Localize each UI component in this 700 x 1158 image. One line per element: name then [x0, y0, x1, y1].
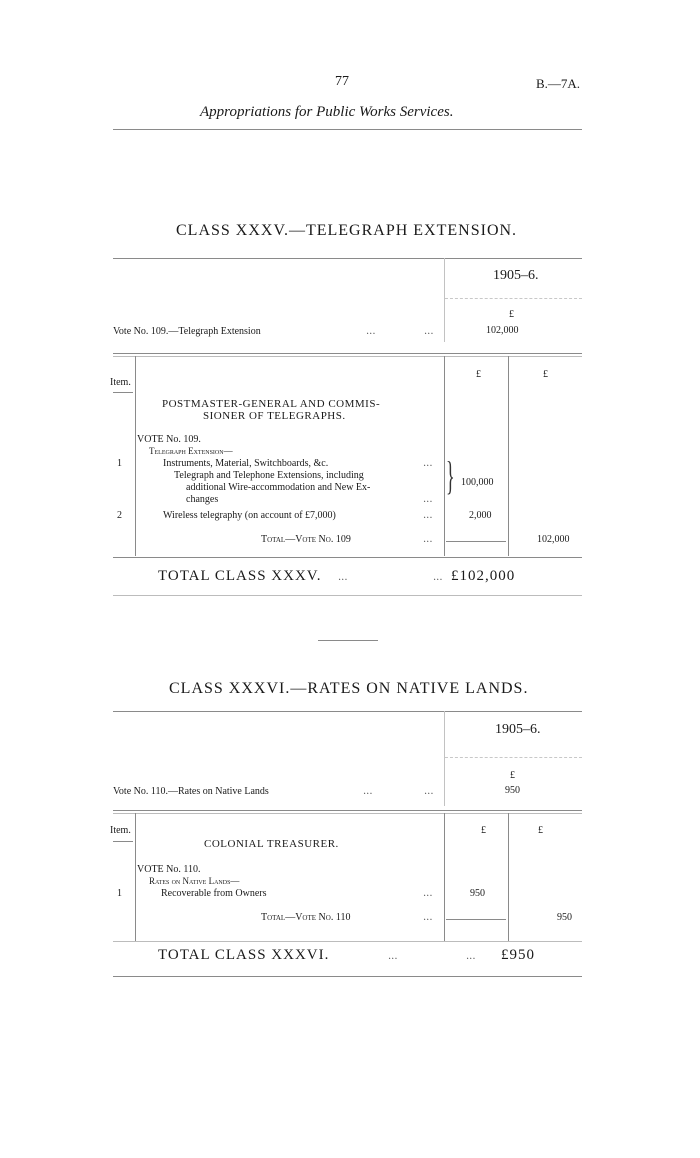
rule [113, 810, 582, 811]
rule [445, 298, 582, 299]
class-total-label: TOTAL CLASS XXXV. [158, 568, 322, 584]
vote-number: VOTE No. 109. [137, 434, 201, 445]
rule [446, 919, 506, 920]
dots: ... [388, 951, 398, 962]
item-number: 2 [117, 510, 122, 521]
brace: } [446, 453, 455, 498]
item-description: Telegraph and Telephone Extensions, including [174, 470, 364, 481]
vote-total-label: Total—Vote No. 110 [261, 912, 351, 923]
column-divider [508, 356, 509, 556]
dots: ... [423, 912, 433, 923]
vote-amount: 950 [505, 785, 520, 796]
item-header: Item. [110, 377, 131, 388]
rule [113, 976, 582, 977]
page-number: 77 [335, 74, 349, 89]
section-separator [318, 640, 378, 641]
dots: ... [424, 786, 434, 797]
rule [113, 595, 582, 596]
vote-line-label: Vote No. 109.—Telegraph Extension [113, 326, 261, 337]
dots: ... [423, 458, 433, 469]
item-amount: 2,000 [469, 510, 492, 521]
class-total-amount: £950 [501, 947, 535, 963]
item-number: 1 [117, 458, 122, 469]
class-total-label: TOTAL CLASS XXXVI. [158, 947, 330, 963]
department-name: COLONIAL TREASURER. [204, 838, 339, 850]
fiscal-year: 1905–6. [493, 268, 539, 283]
class-title: CLASS XXXV.—TELEGRAPH EXTENSION. [176, 222, 518, 239]
currency-symbol: £ [543, 369, 548, 380]
dots: ... [466, 951, 476, 962]
dots: ... [423, 510, 433, 521]
item-description: Recoverable from Owners [161, 888, 267, 899]
dots: ... [363, 786, 373, 797]
dots: ... [366, 326, 376, 337]
column-divider [444, 813, 445, 941]
rule [113, 841, 133, 842]
item-amount: 100,000 [461, 477, 494, 488]
rule [113, 941, 582, 942]
currency-symbol: £ [481, 825, 486, 836]
item-description: Wireless telegraphy (on account of £7,000) [163, 510, 336, 521]
fiscal-year: 1905–6. [495, 722, 541, 737]
currency-symbol: £ [538, 825, 543, 836]
dots: ... [423, 494, 433, 505]
department-name: POSTMASTER-GENERAL AND COMMIS- [162, 398, 381, 410]
item-description: changes [186, 494, 219, 505]
dots: ... [433, 572, 443, 583]
header-rule [113, 129, 582, 130]
dots: ... [423, 534, 433, 545]
dots: ... [423, 888, 433, 899]
rule [113, 813, 582, 814]
column-divider [444, 711, 445, 806]
item-number: 1 [117, 888, 122, 899]
item-column-rule [135, 813, 136, 941]
column-divider [444, 356, 445, 556]
rule [445, 757, 582, 758]
vote-total-amount: 102,000 [537, 534, 570, 545]
item-description: additional Wire-accommodation and New Ex- [186, 482, 371, 493]
vote-total-label: Total—Vote No. 109 [261, 534, 351, 545]
rule [113, 557, 582, 558]
item-description: Instruments, Material, Switchboards, &c. [163, 458, 329, 469]
dots: ... [424, 326, 434, 337]
subhead: Telegraph Extension— [149, 446, 233, 456]
department-name: SIONER OF TELEGRAPHS. [203, 410, 346, 422]
item-header: Item. [110, 825, 131, 836]
class-total-amount: £102,000 [451, 568, 516, 584]
dots: ... [338, 572, 348, 583]
column-divider [508, 813, 509, 941]
column-divider [444, 258, 445, 342]
vote-total-amount: 950 [557, 912, 572, 923]
currency-symbol: £ [476, 369, 481, 380]
class-title: CLASS XXXVI.—RATES ON NATIVE LANDS. [169, 680, 529, 697]
item-column-rule [135, 356, 136, 556]
running-title: Appropriations for Public Works Services. [200, 104, 454, 120]
rule [113, 711, 582, 712]
document-code: B.—7A. [536, 76, 581, 91]
rule [113, 258, 582, 259]
item-amount: 950 [470, 888, 485, 899]
rule [113, 392, 133, 393]
rule [113, 353, 582, 354]
currency-symbol: £ [510, 770, 515, 781]
vote-number: VOTE No. 110. [137, 864, 201, 875]
rule [113, 356, 582, 357]
currency-symbol: £ [509, 309, 514, 320]
vote-line-label: Vote No. 110.—Rates on Native Lands [113, 786, 269, 797]
subhead: Rates on Native Lands— [149, 876, 240, 886]
rule [446, 541, 506, 542]
vote-amount: 102,000 [486, 325, 519, 336]
